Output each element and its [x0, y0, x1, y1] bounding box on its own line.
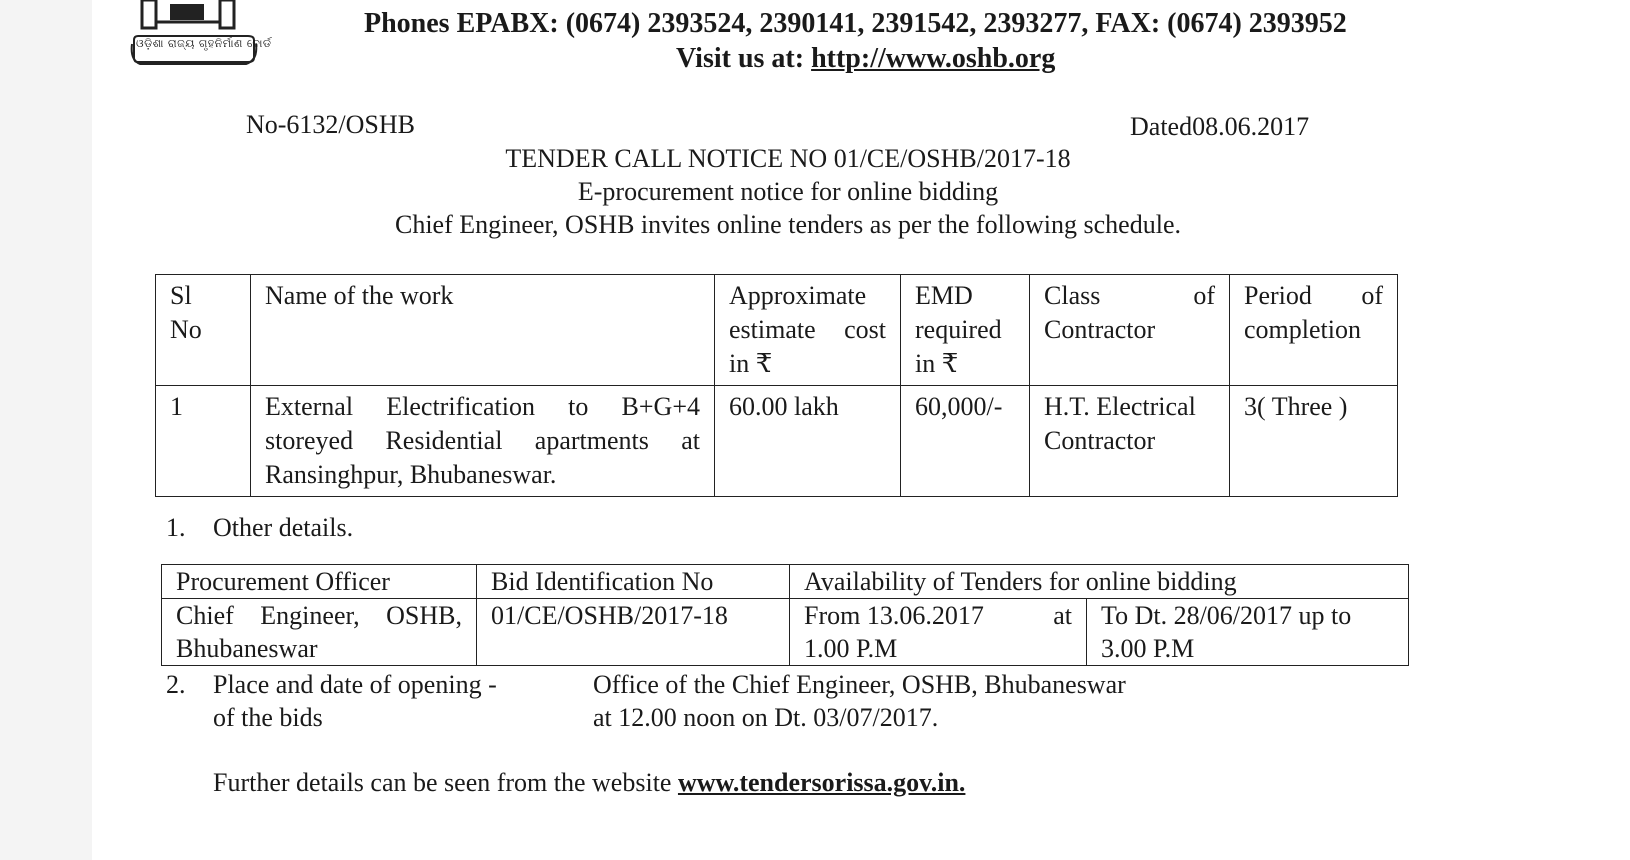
- letter-date: Dated08.06.2017: [1130, 112, 1310, 141]
- cell-to-line1: To Dt. 28/06/2017 up to: [1101, 601, 1352, 630]
- visit-label: Visit us at:: [676, 43, 805, 74]
- header-period-word: Period: [1244, 281, 1312, 310]
- header-cost-line2: estimate cost: [729, 315, 886, 344]
- other-details-table: [161, 564, 1409, 666]
- header-emd: [901, 275, 1030, 386]
- phones-line: Phones EPABX: (0674) 2393524, 2390141, 2391542, 2393277, FAX: (0674) 2393952: [364, 8, 1347, 39]
- section2-label-line1: Place and date of opening -: [213, 670, 497, 699]
- header-name-of-work: Name of the work: [251, 275, 715, 386]
- header-emd-line1: EMD: [915, 281, 973, 310]
- cell-availability-from: [790, 599, 1087, 666]
- section2-number: 2.: [166, 670, 186, 699]
- header-no-text: No: [170, 315, 202, 344]
- oshb-website-link[interactable]: http://www.oshb.org: [811, 43, 1056, 74]
- header-sl-text: Sl: [170, 281, 192, 310]
- section1-number: 1.: [166, 513, 186, 542]
- table-row: [162, 599, 1409, 666]
- header-period-line2: completion: [1244, 315, 1361, 344]
- cell-period: 3( Three ): [1230, 386, 1398, 497]
- footer-line: [213, 768, 965, 798]
- cell-name-of-work: [251, 386, 715, 497]
- section2-label-line2: of the bids: [213, 703, 323, 732]
- header-procurement-officer: Procurement Officer: [162, 565, 477, 599]
- header-bid-identification: Bid Identification No: [477, 565, 790, 599]
- table-header-row: [156, 275, 1398, 386]
- notice-subtitle: E-procurement notice for online bidding: [577, 177, 999, 206]
- cell-estimate-cost: 60.00 lakh: [715, 386, 901, 497]
- footer-text: Further details can be seen from the website: [213, 768, 672, 797]
- cell-procurement-officer: [162, 599, 477, 666]
- visit-line: [676, 43, 1055, 75]
- cell-sl: 1: [156, 386, 251, 497]
- cell-bid-identification: 01/CE/OSHB/2017-18: [477, 599, 790, 666]
- header-class-line1: [1044, 279, 1215, 313]
- section2-value-line1: Office of the Chief Engineer, OSHB, Bhubaneswar: [593, 670, 1126, 699]
- cell-emd: 60,000/-: [901, 386, 1030, 497]
- header-cost-line3: in ₹: [729, 349, 773, 378]
- work-schedule-table: [155, 274, 1398, 497]
- cell-name-line3: Ransinghpur, Bhubaneswar.: [265, 460, 557, 489]
- cell-class-line2: Contractor: [1044, 426, 1156, 455]
- cell-name-line1: External Electrification to B+G+4: [265, 392, 700, 421]
- cell-officer-line2: Bhubaneswar: [176, 634, 318, 663]
- cell-from-time: 1.00 P.M: [804, 634, 898, 663]
- logo-caption: ଓଡ଼ିଶା ରାଜ୍ୟ ଗୃହନିର୍ମାଣ ବୋର୍ଡ: [136, 37, 272, 50]
- notice-intro: Chief Engineer, OSHB invites online tenders as per the following schedule.: [394, 210, 1181, 239]
- header-class-word: Class: [1044, 281, 1101, 310]
- cell-from-date: From 13.06.2017: [804, 601, 984, 630]
- header-cost-line1: Approximate: [729, 281, 867, 310]
- header-sl-no: [156, 275, 251, 386]
- header-emd-line3: in ₹: [915, 349, 959, 378]
- header-estimate-cost: [715, 275, 901, 386]
- header-emd-line2: required: [915, 315, 1002, 344]
- details-header-row: [162, 565, 1409, 599]
- section2-value-line2: at 12.00 noon on Dt. 03/07/2017.: [593, 703, 939, 732]
- header-class-line2: Contractor: [1044, 315, 1156, 344]
- header-class-of-contractor: [1030, 275, 1230, 386]
- cell-to-line2: 3.00 P.M: [1101, 634, 1195, 663]
- tenders-website-link[interactable]: www.tendersorissa.gov.in.: [677, 768, 966, 797]
- cell-officer-line1: Chief Engineer, OSHB,: [176, 601, 462, 630]
- header-period-line1: [1244, 279, 1383, 313]
- letter-number: No-6132/OSHB: [246, 110, 416, 139]
- cell-availability-to: [1087, 599, 1409, 666]
- cell-class: [1030, 386, 1230, 497]
- header-availability: Availability of Tenders for online bidding: [790, 565, 1409, 599]
- table-row: [156, 386, 1398, 497]
- header-period-of-word: of: [1361, 281, 1383, 310]
- notice-title: TENDER CALL NOTICE NO 01/CE/OSHB/2017-18: [505, 144, 1071, 173]
- cell-from-line1: [804, 599, 1072, 632]
- section1-label: Other details.: [213, 513, 354, 542]
- header-of-word: of: [1193, 281, 1215, 310]
- cell-from-at: at: [1053, 601, 1072, 630]
- cell-name-line2: storeyed Residential apartments at: [265, 426, 700, 455]
- cell-class-line1: H.T. Electrical: [1044, 392, 1196, 421]
- header-period-of-completion: [1230, 275, 1398, 386]
- oshb-emblem-logo: [130, 0, 266, 68]
